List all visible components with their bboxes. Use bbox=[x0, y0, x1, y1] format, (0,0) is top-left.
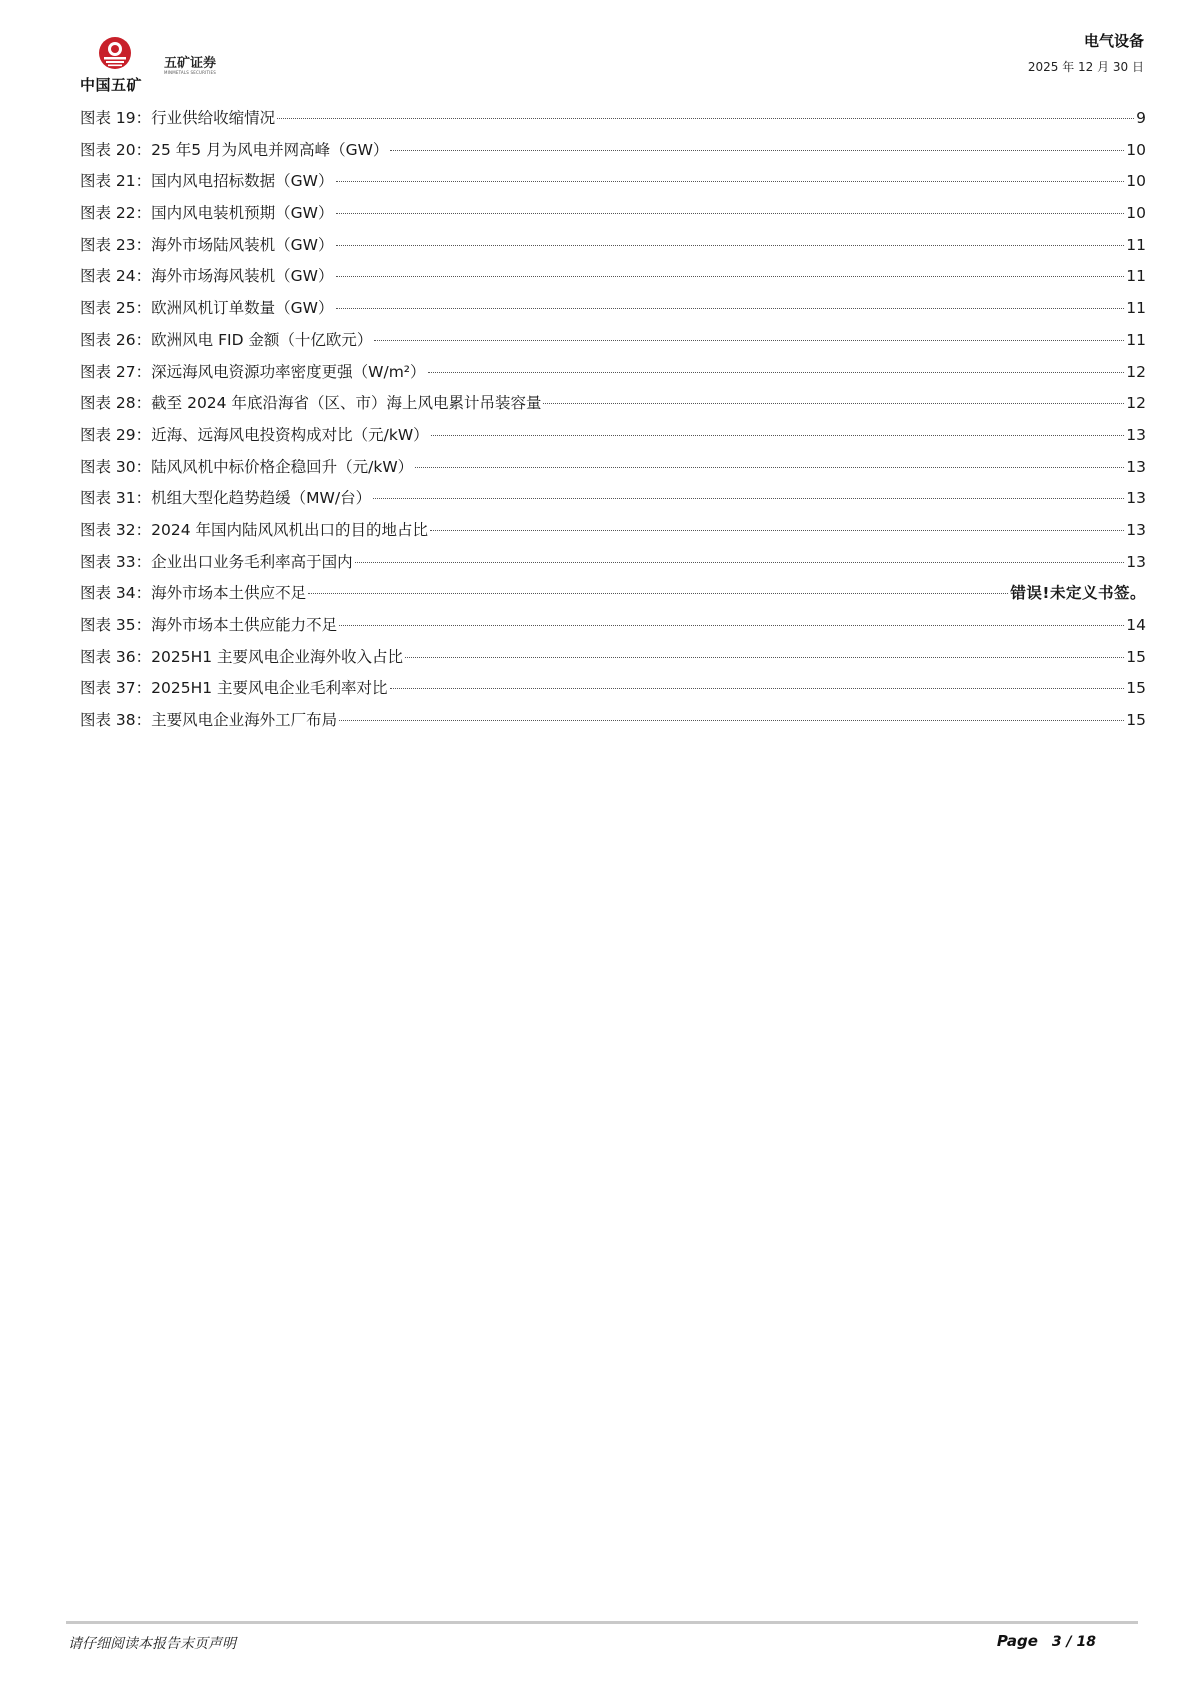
toc-entry-title: 截至 2024 年底沿海省（区、市）海上风电累计吊装容量 bbox=[151, 394, 542, 413]
toc-entry[interactable] bbox=[80, 293, 1146, 325]
toc-entry-title: 海外市场陆风装机（GW） bbox=[151, 235, 334, 254]
toc-entry-title: 25 年5 月为风电并网高峰（GW） bbox=[151, 140, 389, 159]
toc-dot-leader bbox=[373, 498, 1124, 499]
toc-entry-page: 13 bbox=[1126, 489, 1146, 508]
sector-title: 电气设备 bbox=[1083, 32, 1144, 50]
toc-entry-title: 国内风电招标数据（GW） bbox=[151, 172, 334, 191]
toc-dot-leader bbox=[355, 562, 1125, 563]
toc-entry-title: 行业供给收缩情况 bbox=[151, 109, 276, 127]
toc-dot-leader bbox=[336, 245, 1125, 246]
toc-entry-title: 2025H1 主要风电企业毛利率对比 bbox=[151, 679, 388, 698]
toc-dot-leader bbox=[308, 593, 1008, 594]
toc-dot-leader bbox=[543, 403, 1124, 404]
toc-entry-title: 近海、远海风电投资构成对比（元/kW） bbox=[151, 425, 429, 444]
brand-name: 五矿证券 bbox=[164, 56, 217, 71]
toc-entry[interactable] bbox=[80, 610, 1146, 642]
toc-entry[interactable] bbox=[80, 420, 1146, 452]
toc-entry-title: 主要风电企业海外工厂布局 bbox=[151, 711, 338, 730]
toc-entry-title: 欧洲风电 FID 金额（十亿欧元） bbox=[151, 330, 373, 349]
toc-entry-title: 海外市场本土供应不足 bbox=[151, 584, 307, 603]
toc-entry-title: 海外市场本土供应能力不足 bbox=[151, 616, 338, 634]
toc-entry[interactable] bbox=[80, 547, 1146, 579]
toc-entry-page: 11 bbox=[1126, 299, 1146, 318]
toc-entry[interactable] bbox=[80, 705, 1146, 737]
toc-entry-label: 图表 26： bbox=[80, 330, 152, 349]
toc-entry-page: 11 bbox=[1126, 267, 1146, 286]
toc-dot-leader bbox=[390, 688, 1125, 689]
toc-entry-label: 图表 24： bbox=[80, 267, 152, 286]
toc-dot-leader bbox=[405, 657, 1124, 658]
report-header-meta bbox=[1028, 30, 1144, 75]
toc-entry-title: 2024 年国内陆风风机出口的目的地占比 bbox=[151, 520, 429, 539]
toc-entry-label: 图表 23： bbox=[80, 235, 152, 254]
toc-dot-leader bbox=[336, 308, 1125, 309]
toc-dot-leader bbox=[336, 276, 1125, 277]
toc-entry-title: 深远海风电资源功率密度更强（W/m²） bbox=[151, 362, 426, 381]
footer-disclaimer: 请仔细阅读本报告末页声明 bbox=[68, 1636, 236, 1652]
toc-dot-leader bbox=[277, 118, 1134, 119]
toc-dot-leader bbox=[339, 625, 1124, 626]
toc-dot-leader bbox=[428, 372, 1125, 373]
toc-entry-page: 10 bbox=[1126, 140, 1146, 159]
toc-entry-title: 陆风风机中标价格企稳回升（元/kW） bbox=[151, 457, 414, 476]
group-name: 中国五矿 bbox=[80, 76, 143, 94]
report-date: 2025 年 12 月 30 日 bbox=[1027, 60, 1144, 74]
toc-entry-page: 9 bbox=[1136, 109, 1146, 127]
toc-dot-leader bbox=[431, 435, 1125, 436]
toc-entry[interactable] bbox=[80, 166, 1146, 198]
toc-entry-page: 13 bbox=[1126, 457, 1146, 476]
figure-list bbox=[80, 103, 1146, 737]
toc-entry-page: 错误!未定义书签。 bbox=[1010, 584, 1146, 603]
toc-entry-title: 欧洲风机订单数量（GW） bbox=[151, 299, 334, 318]
toc-entry-page: 14 bbox=[1126, 616, 1146, 634]
toc-entry-page: 10 bbox=[1126, 204, 1146, 223]
toc-entry-label: 图表 21： bbox=[80, 172, 152, 191]
toc-dot-leader bbox=[390, 150, 1124, 151]
toc-entry-label: 图表 28： bbox=[80, 394, 152, 413]
toc-entry-title: 国内风电装机预期（GW） bbox=[151, 204, 334, 223]
page-word: Page bbox=[996, 1632, 1038, 1650]
toc-entry-label: 图表 34： bbox=[80, 584, 152, 603]
toc-entry-label: 图表 33： bbox=[80, 552, 152, 571]
toc-entry-page: 15 bbox=[1126, 647, 1146, 666]
toc-entry-label: 图表 29： bbox=[80, 425, 152, 444]
toc-entry-page: 13 bbox=[1126, 425, 1146, 444]
toc-entry-label: 图表 27： bbox=[80, 362, 152, 381]
toc-entry[interactable] bbox=[80, 642, 1146, 674]
toc-entry[interactable] bbox=[80, 483, 1146, 515]
toc-entry[interactable] bbox=[80, 261, 1146, 293]
toc-entry-label: 图表 30： bbox=[80, 457, 152, 476]
toc-dot-leader bbox=[374, 340, 1124, 341]
toc-entry[interactable] bbox=[80, 198, 1146, 230]
toc-entry-label: 图表 36： bbox=[80, 647, 152, 666]
page-indicator bbox=[997, 1632, 1096, 1650]
page-number: 3 / 18 bbox=[1051, 1634, 1096, 1650]
toc-entry-title: 机组大型化趋势趋缓（MW/台） bbox=[151, 489, 372, 508]
toc-entry-label: 图表 22： bbox=[80, 204, 152, 223]
toc-entry-page: 12 bbox=[1126, 394, 1146, 413]
toc-dot-leader bbox=[339, 720, 1124, 721]
toc-entry-label: 图表 19： bbox=[80, 109, 152, 127]
footer-divider bbox=[66, 1621, 1138, 1624]
toc-entry[interactable] bbox=[80, 388, 1146, 420]
toc-entry-page: 13 bbox=[1126, 520, 1146, 539]
toc-entry-page: 15 bbox=[1126, 711, 1146, 730]
company-logo bbox=[78, 36, 248, 96]
toc-entry[interactable] bbox=[80, 452, 1146, 484]
toc-entry-label: 图表 20： bbox=[80, 140, 152, 159]
toc-entry-label: 图表 37： bbox=[80, 679, 152, 698]
toc-entry-title: 海外市场海风装机（GW） bbox=[151, 267, 334, 286]
toc-dot-leader bbox=[430, 530, 1124, 531]
toc-entry[interactable] bbox=[80, 325, 1146, 357]
toc-entry-title: 企业出口业务毛利率高于国内 bbox=[151, 552, 353, 571]
brand-subtitle: MINMETALS SECURITIES bbox=[164, 70, 216, 75]
toc-entry-label: 图表 25： bbox=[80, 299, 152, 318]
toc-entry-label: 图表 31： bbox=[80, 489, 152, 508]
toc-entry-label: 图表 32： bbox=[80, 520, 152, 539]
toc-entry-page: 15 bbox=[1126, 679, 1146, 698]
toc-entry-label: 图表 38： bbox=[80, 711, 152, 730]
toc-entry[interactable] bbox=[80, 135, 1146, 167]
toc-entry[interactable] bbox=[80, 357, 1146, 389]
toc-dot-leader bbox=[415, 467, 1124, 468]
toc-entry[interactable] bbox=[80, 673, 1146, 705]
toc-entry[interactable] bbox=[80, 515, 1146, 547]
toc-entry-page: 12 bbox=[1126, 362, 1146, 381]
toc-entry[interactable] bbox=[80, 230, 1146, 262]
toc-entry-label: 图表 35： bbox=[80, 616, 152, 634]
toc-entry-page: 13 bbox=[1126, 552, 1146, 571]
toc-entry-title: 2025H1 主要风电企业海外收入占比 bbox=[151, 647, 404, 666]
toc-dot-leader bbox=[336, 181, 1125, 182]
toc-entry[interactable] bbox=[80, 103, 1146, 135]
minmetals-emblem-icon bbox=[98, 36, 132, 70]
toc-entry[interactable] bbox=[80, 578, 1146, 610]
toc-entry-page: 10 bbox=[1126, 172, 1146, 191]
toc-entry-page: 11 bbox=[1126, 235, 1146, 254]
toc-dot-leader bbox=[336, 213, 1125, 214]
toc-entry-page: 11 bbox=[1126, 330, 1146, 349]
